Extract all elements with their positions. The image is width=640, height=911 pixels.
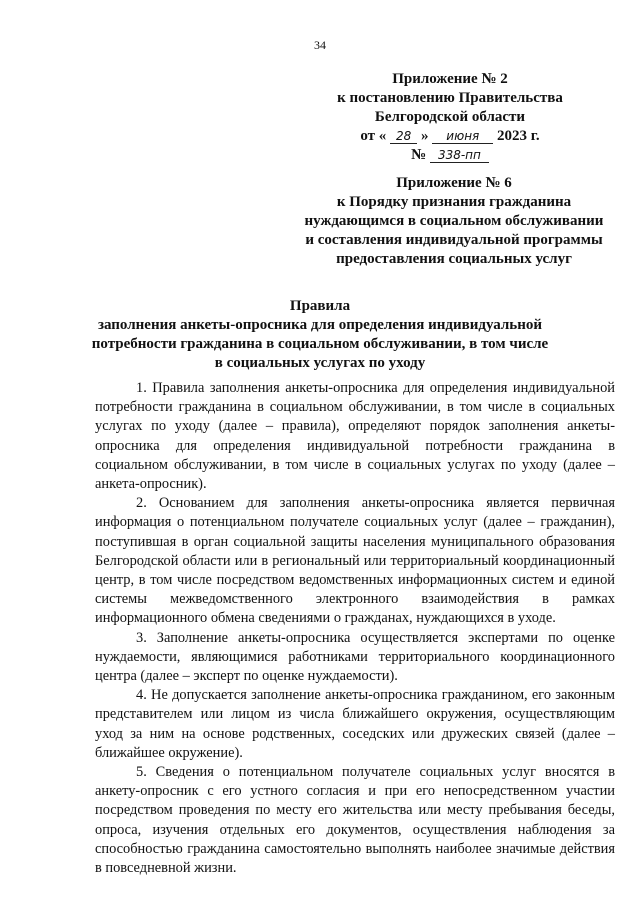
appendix-2-date	[320, 127, 580, 146]
date-day: 28	[390, 129, 417, 144]
appendix-2-line-1: к постановлению Правительства	[337, 90, 563, 106]
paragraph-2: 2. Основанием для заполнения анкеты-опросника является первичная информация о потенциальном получателе социальных услуг (далее – гражданин), поступившая в орган социальной защиты населения муниципального образования Белгородской области или в региональный или территориальный координационный центр, в том числе посредством ведомственных информационных систем и единой системы межведомственного электронного взаимодействия в рамках информационного обмена сведениями о гражданах, нуждающихся в уходе.	[95, 495, 615, 627]
paragraph-5: 5. Сведения о потенциальном получателе социальных услуг вносятся в анкету-опросник с его устного согласия и при его непосредственном участии посредством проведения по месту его жительства или месту пребывания беседы, опроса, изучения отдельных его документов, осуществления наблюдения за способностью гражданина самостоятельно выполнять наиболее значимые действия в повседневной жизни.	[95, 764, 615, 877]
appendix-2-number	[320, 146, 580, 165]
date-year: 2023 г.	[497, 128, 540, 144]
appendix-2-title: Приложение № 2	[392, 71, 508, 87]
paragraph-1: 1. Правила заполнения анкеты-опросника для определения индивидуальной потребности гражданина в социальном обслуживании, в том числе в социальных услугах по уходу (далее – правила), определяют порядок заполнения анкеты-опросника для определения индивидуальной потребности гражданина в социальном обслуживании, в том числе в социальных услугах по уходу (далее – анкета-опросник).	[95, 380, 615, 493]
appendix-2-line-2: Белгородской области	[374, 109, 526, 125]
document-title-line-2: потребности гражданина в социальном обслуживании, в том числе	[91, 336, 549, 352]
document-title-line-1: заполнения анкеты-опросника для определения индивидуальной	[97, 317, 543, 333]
date-month: июня	[432, 129, 493, 144]
appendix-6-line-2: нуждающимся в социальном обслуживании	[304, 213, 604, 229]
date-mid: »	[421, 128, 429, 144]
page-number: 34	[314, 38, 326, 52]
paragraph-3: 3. Заполнение анкеты-опросника осуществляется экспертами по оценке нуждаемости, являющимися работниками территориального координационного центра (далее – эксперт по оценке нуждаемости).	[95, 629, 615, 685]
number-prefix: №	[411, 147, 427, 163]
appendix-6-line-3: и составления индивидуальной программы	[305, 232, 603, 248]
appendix-6-header	[294, 174, 614, 269]
appendix-2-header	[320, 70, 580, 165]
appendix-6-line-1: к Порядку признания гражданина	[336, 194, 572, 210]
date-prefix: от «	[360, 128, 387, 144]
appendix-6-line-4: предоставления социальных услуг	[336, 251, 572, 267]
document-body	[95, 379, 615, 878]
document-title	[80, 297, 560, 373]
number-value: 338-пп	[430, 148, 489, 163]
document-title-line-3: в социальных услугах по уходу	[214, 355, 426, 371]
appendix-6-title: Приложение № 6	[396, 175, 512, 191]
paragraph-4: 4. Не допускается заполнение анкеты-опросника гражданином, его законным представителем или лицом из числа ближайшего окружения, осуществляющим уход за ним на основе родственных, соседских или дружеских связей (далее – ближайшее окружение).	[95, 687, 615, 761]
document-heading: Правила	[289, 298, 351, 314]
